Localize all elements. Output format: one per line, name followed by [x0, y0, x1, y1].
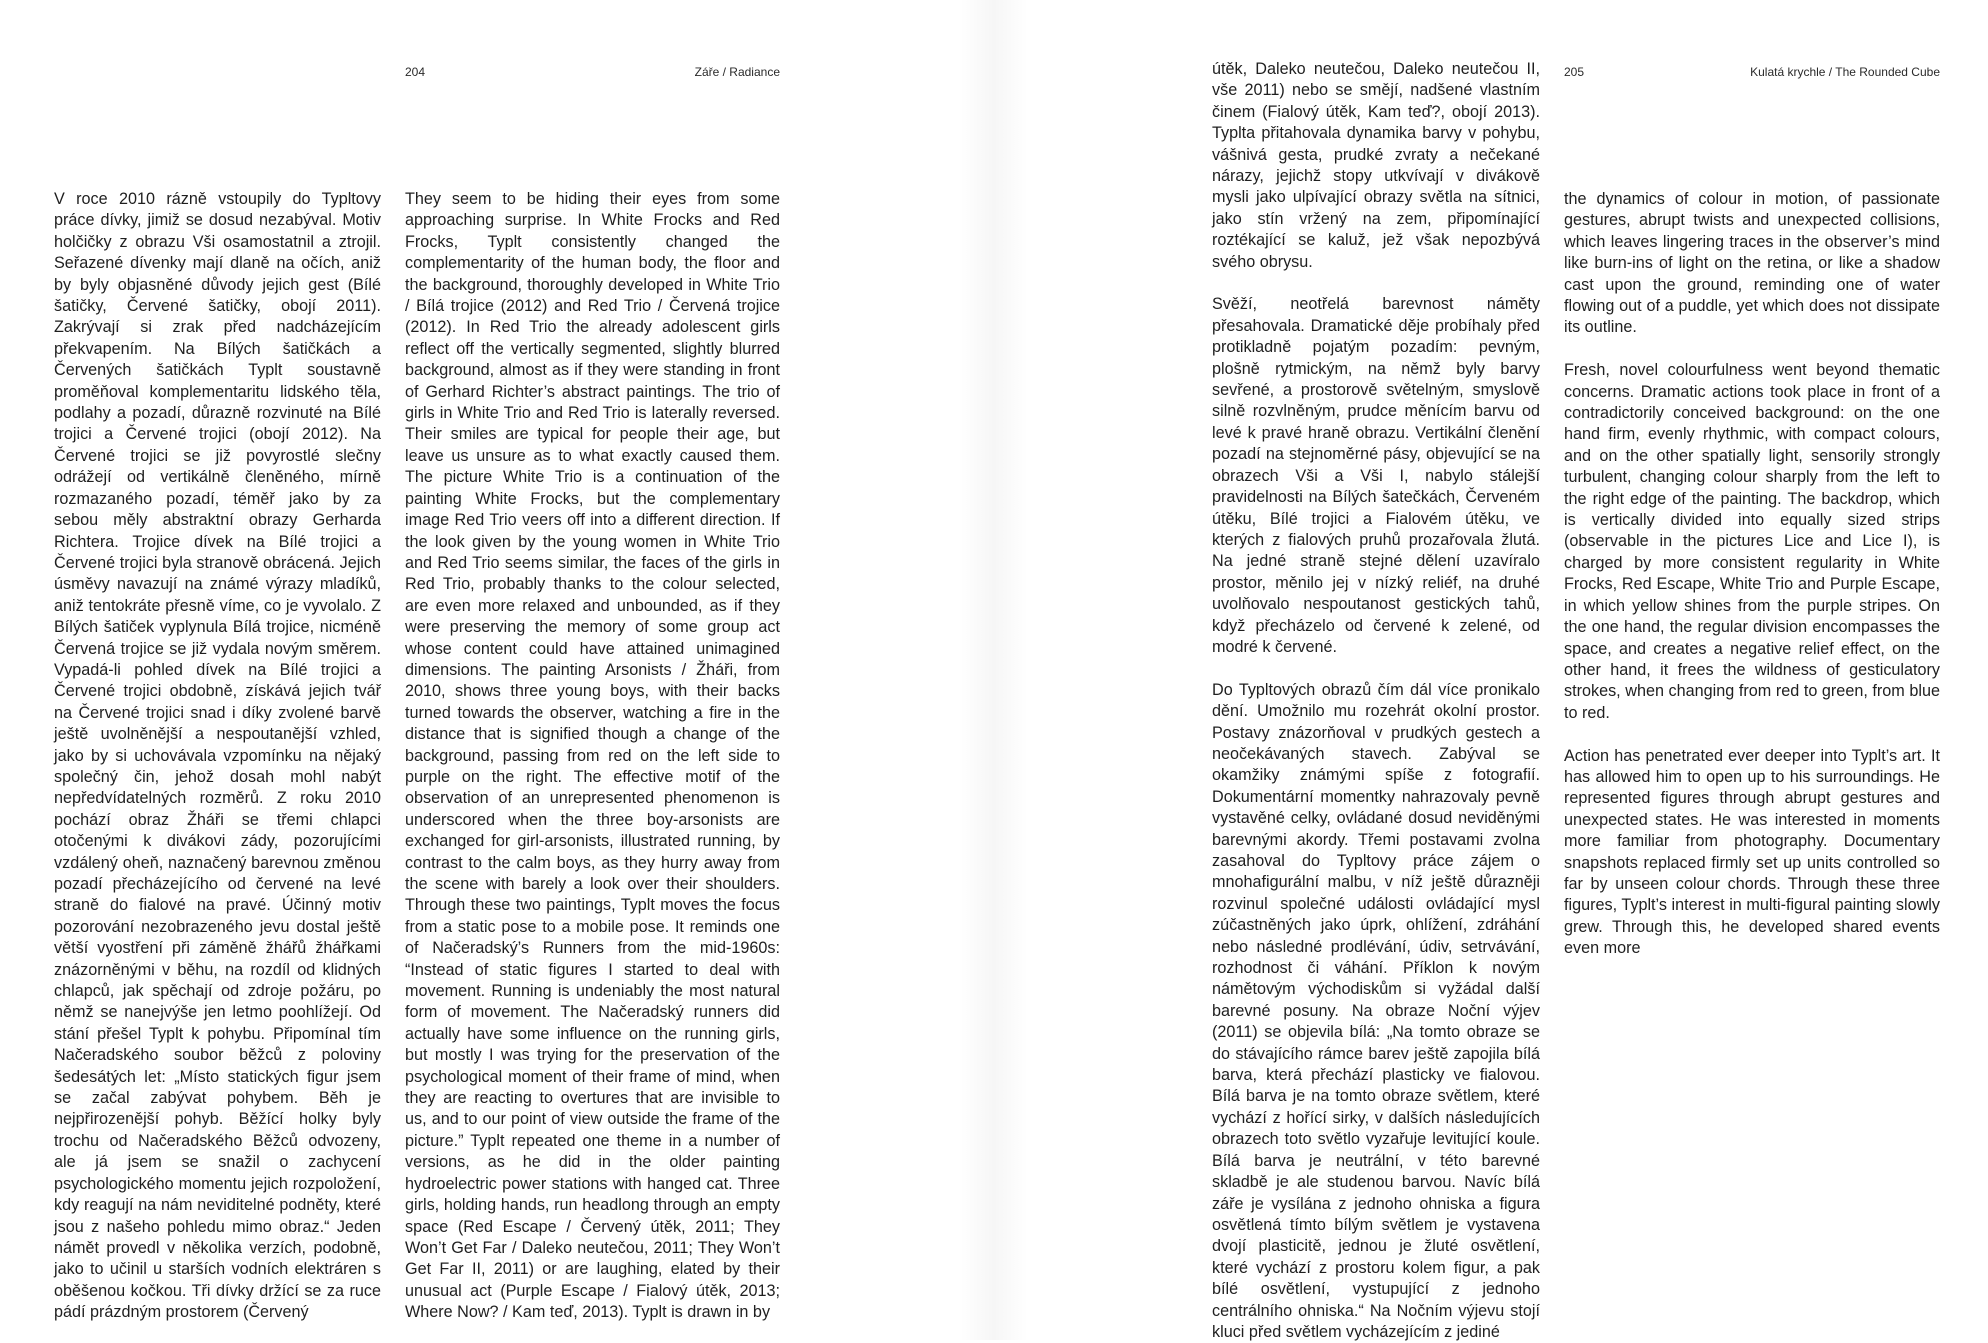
paragraph: Fresh, novel colourfulness went beyond thematic concerns. Dramatic actions took place in front of a contradictorily conceived background: on the one hand firm, evenly rhythmic, with compact colours, and on the other spatially light, sensorily strongly turbulent, changing colour sharply from the left to the right edge of the painting. The backdrop, which is vertically divided into equally sized strips (observable in the pictures Lice and Lice I), is charged by more consistent regularity in White Frocks, Red Escape, White Trio and Purple Escape, in which yellow shines from the purple stripes. On the one hand, the regular division encompasses the space, and creates a negative relief effect, on the other hand, it frees the wildness of gesticulatory strokes, when changing from red to green, from blue to red. — [1564, 361, 1940, 722]
paragraph: They seem to be hiding their eyes from some approaching surprise. In White Frocks and Red Frocks, Typlt consistently changed the complementarity of the human body, the floor and the background, thoroughly developed in White Trio / Bílá trojice (2012) and Red Trio / Červená trojice (2012). In Red Trio the already adolescent girls reflect off the vertically segmented, slightly blurred background, almost as if they were standing in front of Gerhard Richter’s abstract paintings. The trio of girls in White Trio and Red Trio is laterally reversed. Their smiles are typical for people their age, but leave us unsure as to what exactly caused them. The picture White Trio is a continuation of the painting White Frocks, but the complementary image Red Trio veers off into a different direction. If the look given by the young women in White Trio and Red Trio seems similar, the faces of the girls in Red Trio, probably thanks to the colour selected, are even more relaxed and unbounded, as if they were preserving the memory of some group act whose content could have attained unimagined dimensions. The painting Arsonists / Žháři, from 2010, shows three young boys, with their backs turned towards the observer, watching a fire in the distance that is signified though a change of the background, passing from red on the left side to purple on the right. The effective motif of the observation of an unrepresented phenomenon is underscored when the three boy-arsonists are exchanged for girl-arsonists, illustrated running, by contrast to the calm boys, as they hurry away from the scene with barely a look over their shoulders. Through these two paintings, Typlt moves the focus from a static pose to a mobile pose. It reminds one of Načeradský’s Runners from the mid-1960s: “Instead of static figures I started to deal with movement. Running is undeniably the most natural form of movement. The Načeradský runners did actually have some influence on the running girls, but mostly I was trying for the preservation of the psychological moment of their frame of mind, when they are reacting to overtures that are invisible to us, and to our point of view outside the frame of the picture.” Typlt repeated one theme in a number of versions, as he did in the older painting hydroelectric power stations with hanged cat. Three girls, holding hands, run headlong through an empty space (Red Escape / Červený útěk, 2011; They Won’t Get Far / Daleko neutečou, 2011; They Won’t Get Far II, 2011) or are laughing, elated by their unusual act (Purple Escape / Fialový útěk, 2013; Where Now? / Kam teď, 2013). Typlt is drawn in by — [405, 190, 780, 1322]
left-page-number: 204 — [405, 65, 426, 79]
left-running-title: Záře / Radiance — [694, 65, 780, 79]
paragraph: the dynamics of colour in motion, of passionate gestures, abrupt twists and unexpected collisions, which leaves lingering traces in the observer’s mind like burn-ins of light on the retina, or like a shadow cast upon the ground, reminding one of water flowing out of a puddle, yet which does not dissipate its outline. — [1564, 190, 1940, 337]
right-page-english-column — [1564, 189, 1940, 1289]
right-running-title: Kulatá krychle / The Rounded Cube — [1750, 65, 1940, 79]
paragraph: Do Typltových obrazů čím dál více pronikalo dění. Umožnilo mu rozehrát okolní prostor. Postavy znázorňoval v prudkých gestech a neočekávaných stavech. Zabýval se okamžiky známými spíše z fotografií. Dokumentární momentky nahrazovaly pevně vystavěné celky, ovládané dosud neviděnými barevnými akordy. Třemi postavami zvolna zasahoval do Typltovy práce zájem o mnohafigurální malbu, v níž ještě důrazněji rozvinul společné události ovládající mysl zúčastněných jako úprk, ohlížení, zdráhání nebo následné prodlévání, údiv, setrvávání, rozhodnost či váhání. Příklon k novým námětovým východiskům si vyžádal další barevné posuny. Na obraze Noční výjev (2011) se objevila bílá: „Na tomto obraze se do stávajícího rámce barev ještě zapojila bílá barva, která přechází plasticky ve fialovou. Bílá barva je na tomto obraze světlem, které vychází z hořící sirky, v dalších následujících obrazech toto světlo vyzařuje levitující koule. Bílá barva je neutrální, v této barevné skladbě je ale studenou barvou. Navíc bílá záře je vysílána z jednoho ohniska a figura osvětlená tímto bílým světlem je vystavena dvojí plasticitě, jednou je žluté osvětlení, které vychází z prostoru kolem figur, a pak bílé osvětlení, vystupující z jednoho centrálního ohniska.“ Na Nočním výjevu stojí kluci před světlem vycházejícím z jediné — [1212, 680, 1540, 1341]
paragraph: V roce 2010 rázně vstoupily do Typltovy práce dívky, jimiž se dosud nezabýval. Motiv holčičky z obrazu Vši osamostatnil a ztrojil. Seřazené dívenky mají dlaně na očích, aniž by byly objasněné důvody jejich gest (Bílé šatičky, Červené šatičky, obojí 2011). Zakrývají si zrak před nadcházejícím překvapením. Na Bílých šatičkách a Červených šatičkách Typlt soustavně proměňoval komplementaritu lidského těla, podlahy a pozadí, důrazně rozvinuté na Bílé trojici a Červené trojici (obojí 2012). Na Červené trojici se již povyrostlé slečny odrážejí od vertikálně členěného, mírně rozmazaného pozadí, téměř jako by za sebou měly abstraktní obrazy Gerharda Richtera. Trojice dívek na Bílé trojici a Červené trojici byla stranově obrácená. Jejich úsměvy navazují na známé výrazy mladíků, aniž tentokráte přesně víme, co je vyvolalo. Z Bílých šatiček vyplynula Bílá trojice, nicméně Červená trojice se již vydala novým směrem. Vypadá-li pohled dívek na Bílé trojici a Červené trojici obdobně, získává jejich tvář na Červené trojici snad i díky zvolené barvě ještě uvolněnější a nespoutanější vzhled, jako by si uchovávala vzpomínku na nějaký společný čin, jehož dosah mohl nabýt nepředvídatelných rozměrů. Z roku 2010 pochází obraz Žháři se třemi chlapci otočenými k divákovi zády, pozorujícími vzdálený oheň, naznačený barevnou změnou pozadí přecházejícího od červené na levé straně do fialové na pravé. Účinný motiv pozorování nezobrazeného jevu dostal ještě větší vyostření při záměně žhářů žhářkami znázorněnými v běhu, na rozdíl od klidných chlapců, jak spěchají od zdroje požáru, po němž se nanejvýše jen letmo poohlížejí. Od stání přešel Typlt k pohybu. Připomínal tím Načeradského soubor běžců z poloviny šedesátých let: „Místo statických figur jsem se začal zabývat pohybem. Běh je nejpřirozenější pohyb. Běžící holky byly trochu od Načeradského Běžců odvozeny, ale já jsem se snažil o zachycení psychologického momentu jejich rozpoložení, kdy reagují na nám neviditelné podněty, které jsou z našeho pohledu mimo obraz.“ Jeden námět provedl v několika verzích, podobně, jako to učinil u starších vodních elektráren s oběšenou kočkou. Tři dívky držící se za ruce pádí prázdným prostorem (Červený — [54, 190, 381, 1322]
book-gutter — [960, 0, 1028, 1340]
right-page-czech-column — [1212, 59, 1540, 1341]
paragraph: Action has penetrated ever deeper into Typlt’s art. It has allowed him to open up to his surroundings. He represented figures through abrupt gestures and unexpected states. He was interested in moments more familiar from photography. Documentary snapshots replaced firmly set up units controlled so far by unseen colour chords. Through these three figures, Typlt’s interest in multi-figural painting slowly grew. Through this, he developed shared events even more — [1564, 746, 1940, 958]
left-page-english-column — [405, 189, 780, 1322]
paragraph: Svěží, neotřelá barevnost náměty přesahovala. Dramatické děje probíhaly před protikladně pojatým pozadím: pevným, plošně rytmickým, na němž byly barvy sevřené, a prostorově světelným, smyslově silně rozvlněným, prudce měnícím barvu od levé k pravé hraně obrazu. Vertikální členění pozadí na stejnoměrné pásy, objevující se na obrazech Vši a Vši I, nabylo stálejší pravidelnosti na Bílých šatečkách, Červeném útěku, Bílé trojici a Fialovém útěku, ve kterých z fialových pruhů prozařovala žlutá. Na jedné straně stejné dělení uzavíralo prostor, měnilo jej v nízký reliéf, na druhé uvolňovalo nespoutanost gestických tahů, když přecházelo od červené k zelené, od modré k červené. — [1212, 295, 1540, 656]
right-page-number: 205 — [1564, 65, 1585, 79]
paragraph: útěk, Daleko neutečou, Daleko neutečou II, vše 2011) nebo se smějí, nadšené vlastním činem (Fialový útěk, Kam teď?, obojí 2013). Typlta přitahovala dynamika barvy v pohybu, vášnivá gesta, prudké zvraty a nečekané nárazy, jejichž stopy utkvívají v divákově mysli jako ulpívající obrazy světla na sítnici, jako stín vržený na zem, připomínající roztékající se kaluž, jež však nepozbývá svého obrysu. — [1212, 60, 1540, 271]
left-page-czech-column — [54, 189, 381, 1322]
